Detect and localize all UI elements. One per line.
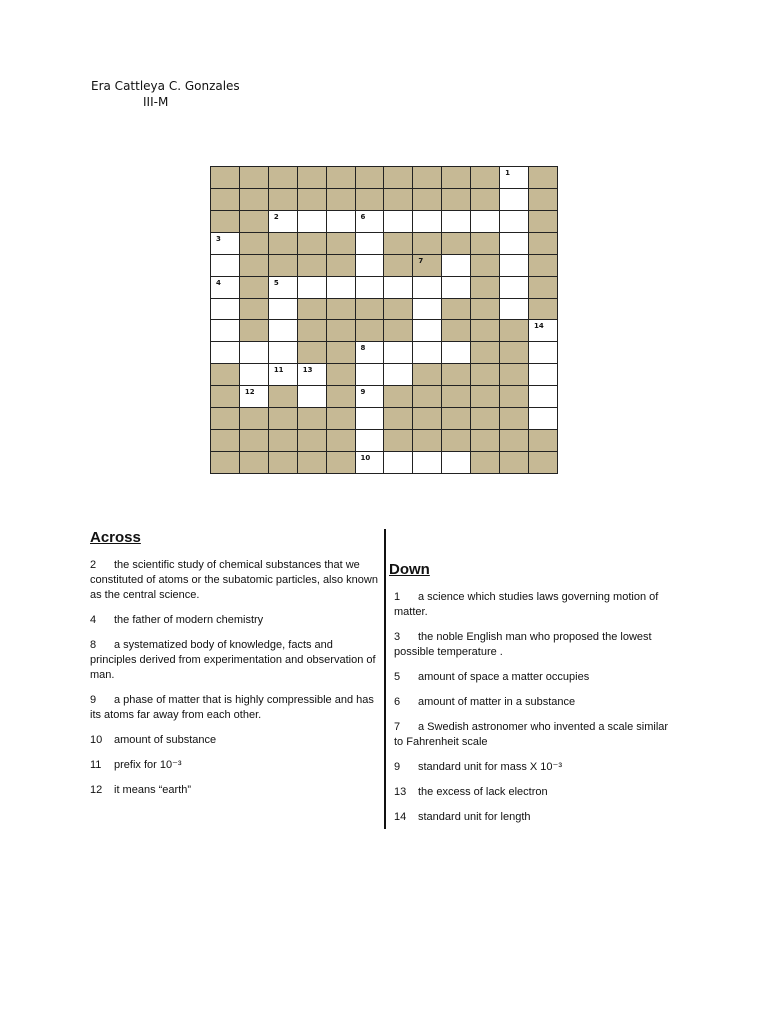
shaded-cell <box>384 320 413 342</box>
cell-number: 9 <box>360 388 366 397</box>
shaded-cell <box>413 167 442 189</box>
clue-text: amount of matter in a substance <box>418 696 576 708</box>
clue-text: standard unit for mass X 10⁻³ <box>418 761 562 773</box>
shaded-cell <box>413 408 442 430</box>
crossword-cell[interactable] <box>298 211 327 233</box>
crossword-cell[interactable] <box>211 320 240 342</box>
clue-number: 5 <box>394 671 401 683</box>
across-clue <box>90 558 380 603</box>
shaded-cell <box>471 167 500 189</box>
shaded-cell <box>298 233 327 255</box>
shaded-cell <box>384 299 413 321</box>
down-clue <box>394 810 679 825</box>
clue-number: 7 <box>394 721 401 733</box>
crossword-cell[interactable] <box>298 277 327 299</box>
shaded-cell <box>500 452 529 474</box>
shaded-cell <box>211 408 240 430</box>
shaded-cell <box>211 430 240 452</box>
shaded-cell <box>269 255 298 277</box>
shaded-cell <box>327 342 356 364</box>
clue-text: the father of modern chemistry <box>114 614 264 626</box>
crossword-cell[interactable] <box>471 211 500 233</box>
across-clue <box>90 638 380 683</box>
shaded-cell <box>529 299 558 321</box>
shaded-cell <box>327 320 356 342</box>
cell-number: 5 <box>273 278 279 287</box>
crossword-cell[interactable] <box>384 364 413 386</box>
crossword-cell[interactable] <box>384 211 413 233</box>
shaded-cell <box>500 320 529 342</box>
crossword-cell[interactable] <box>356 364 385 386</box>
clue-number: 12 <box>90 784 103 796</box>
crossword-cell[interactable] <box>529 342 558 364</box>
across-clues <box>90 529 380 808</box>
shaded-cell <box>529 167 558 189</box>
shaded-cell <box>356 299 385 321</box>
crossword-cell[interactable] <box>384 277 413 299</box>
shaded-cell <box>327 255 356 277</box>
crossword-cell[interactable] <box>413 299 442 321</box>
cell-number: 4 <box>216 278 221 287</box>
clue-text: a phase of matter that is highly compressible and has its atoms far away from each other. <box>90 694 374 721</box>
shaded-cell <box>240 452 269 474</box>
shaded-cell <box>384 167 413 189</box>
shaded-cell <box>384 255 413 277</box>
shaded-cell <box>211 452 240 474</box>
shaded-cell <box>298 167 327 189</box>
shaded-cell <box>240 277 269 299</box>
shaded-cell <box>442 233 471 255</box>
clue-number: 11 <box>90 759 102 771</box>
crossword-cell[interactable] <box>500 211 529 233</box>
crossword-cell[interactable] <box>356 233 385 255</box>
shaded-cell <box>240 320 269 342</box>
crossword-cell[interactable] <box>356 342 385 364</box>
crossword-cell[interactable] <box>240 364 269 386</box>
shaded-cell <box>298 430 327 452</box>
shaded-cell <box>298 320 327 342</box>
shaded-cell <box>298 342 327 364</box>
shaded-cell <box>356 167 385 189</box>
crossword-cell[interactable] <box>269 320 298 342</box>
clue-text: amount of space a matter occupies <box>418 671 590 683</box>
crossword-cell[interactable] <box>211 233 240 255</box>
clue-text: the scientific study of chemical substances that we constituted of atoms or the subatomic particles, also known as the central science. <box>90 559 378 601</box>
shaded-cell <box>211 211 240 233</box>
shaded-cell <box>529 277 558 299</box>
student-name: Era Cattleya C. Gonzales <box>91 79 240 93</box>
crossword-cell[interactable] <box>500 233 529 255</box>
shaded-cell <box>471 255 500 277</box>
shaded-cell <box>413 386 442 408</box>
crossword-cell[interactable] <box>384 342 413 364</box>
clue-number: 3 <box>394 631 401 643</box>
shaded-cell <box>413 233 442 255</box>
shaded-cell <box>442 364 471 386</box>
shaded-cell <box>384 233 413 255</box>
clue-number: 9 <box>90 694 97 706</box>
crossword-cell[interactable] <box>442 277 471 299</box>
shaded-cell <box>413 430 442 452</box>
crossword-cell[interactable] <box>413 277 442 299</box>
crossword-cell[interactable] <box>356 255 385 277</box>
shaded-cell <box>356 189 385 211</box>
down-clue <box>394 670 679 685</box>
crossword-cell[interactable] <box>529 364 558 386</box>
clue-text: prefix for 10⁻³ <box>114 759 182 771</box>
cell-number: 14 <box>533 322 544 331</box>
shaded-cell <box>471 430 500 452</box>
clue-number: 1 <box>394 591 401 603</box>
clue-text: a Swedish astronomer who invented a scale similar to Fahrenheit scale <box>394 721 669 748</box>
shaded-cell <box>442 189 471 211</box>
shaded-cell <box>298 189 327 211</box>
crossword-cell[interactable] <box>413 342 442 364</box>
shaded-cell <box>327 386 356 408</box>
cell-number: 7 <box>418 256 424 265</box>
crossword-cell[interactable] <box>269 211 298 233</box>
crossword-cell[interactable] <box>413 320 442 342</box>
across-clue <box>90 693 380 723</box>
shaded-cell <box>298 255 327 277</box>
shaded-cell <box>471 452 500 474</box>
shaded-cell <box>471 364 500 386</box>
shaded-cell <box>269 233 298 255</box>
shaded-cell <box>211 189 240 211</box>
clue-number: 4 <box>90 614 97 626</box>
down-clues <box>389 561 679 835</box>
shaded-cell <box>529 452 558 474</box>
crossword-cell[interactable] <box>269 342 298 364</box>
shaded-cell <box>240 211 269 233</box>
shaded-cell <box>471 233 500 255</box>
shaded-cell <box>211 167 240 189</box>
clue-number: 2 <box>90 559 97 571</box>
shaded-cell <box>240 408 269 430</box>
clue-number: 13 <box>394 786 407 798</box>
shaded-cell <box>384 408 413 430</box>
crossword-cell[interactable] <box>500 189 529 211</box>
shaded-cell <box>442 430 471 452</box>
shaded-cell <box>384 386 413 408</box>
crossword-cell[interactable] <box>356 452 385 474</box>
shaded-cell <box>442 386 471 408</box>
shaded-cell <box>442 408 471 430</box>
crossword-cell[interactable] <box>356 430 385 452</box>
shaded-cell <box>240 189 269 211</box>
shaded-cell <box>298 408 327 430</box>
shaded-cell <box>529 189 558 211</box>
shaded-cell <box>269 386 298 408</box>
shaded-cell <box>471 342 500 364</box>
crossword-cell[interactable] <box>298 364 327 386</box>
down-clue <box>394 760 679 775</box>
clue-number: 9 <box>394 761 401 773</box>
crossword-cell[interactable] <box>529 386 558 408</box>
clue-text: standard unit for length <box>418 811 531 823</box>
crossword-cell[interactable] <box>240 342 269 364</box>
shaded-cell <box>269 189 298 211</box>
down-heading: Down <box>389 561 430 578</box>
clue-text: amount of substance <box>114 734 217 746</box>
student-section: III-M <box>143 95 169 109</box>
shaded-cell <box>500 364 529 386</box>
clue-text: a systematized body of knowledge, facts and principles derived from experimentation and observation of man. <box>90 639 376 681</box>
clue-text: a science which studies laws governing motion of matter. <box>394 591 659 618</box>
shaded-cell <box>327 452 356 474</box>
crossword-cell[interactable] <box>529 408 558 430</box>
shaded-cell <box>471 299 500 321</box>
shaded-cell <box>240 233 269 255</box>
shaded-cell <box>269 452 298 474</box>
cell-number: 12 <box>244 388 255 397</box>
crossword-cell[interactable] <box>298 386 327 408</box>
shaded-cell <box>327 233 356 255</box>
shaded-cell <box>240 167 269 189</box>
shaded-cell <box>529 233 558 255</box>
crossword-cell[interactable] <box>269 299 298 321</box>
shaded-cell <box>211 386 240 408</box>
crossword-cell[interactable] <box>442 342 471 364</box>
cell-number: 6 <box>360 212 366 221</box>
shaded-cell <box>211 364 240 386</box>
crossword-cell[interactable] <box>356 211 385 233</box>
shaded-cell <box>442 299 471 321</box>
shaded-cell <box>442 320 471 342</box>
shaded-cell <box>471 408 500 430</box>
crossword-cell[interactable] <box>500 167 529 189</box>
shaded-cell <box>413 364 442 386</box>
crossword-cell[interactable] <box>240 386 269 408</box>
crossword-cell[interactable] <box>269 277 298 299</box>
clue-text: the noble English man who proposed the lowest possible temperature . <box>394 631 652 658</box>
crossword-cell[interactable] <box>211 342 240 364</box>
crossword-cell[interactable] <box>500 299 529 321</box>
clue-text: the excess of lack electron <box>418 786 548 798</box>
shaded-cell <box>413 189 442 211</box>
crossword-cell[interactable] <box>269 364 298 386</box>
shaded-cell <box>413 255 442 277</box>
shaded-cell <box>327 299 356 321</box>
shaded-cell <box>240 299 269 321</box>
shaded-cell <box>471 320 500 342</box>
crossword-cell[interactable] <box>356 277 385 299</box>
cell-number: 10 <box>360 453 371 462</box>
shaded-cell <box>529 255 558 277</box>
crossword-cell[interactable] <box>356 386 385 408</box>
crossword-cell[interactable] <box>413 452 442 474</box>
down-clue <box>394 785 679 800</box>
cell-number: 1 <box>505 169 510 177</box>
column-divider <box>384 529 386 829</box>
down-clue <box>394 590 679 620</box>
shaded-cell <box>471 386 500 408</box>
crossword-cell[interactable] <box>327 277 356 299</box>
cell-number: 2 <box>273 212 279 221</box>
across-clue <box>90 613 380 628</box>
crossword-cell[interactable] <box>529 320 558 342</box>
shaded-cell <box>384 189 413 211</box>
cell-number: 11 <box>273 366 284 375</box>
crossword-cell[interactable] <box>442 255 471 277</box>
shaded-cell <box>240 430 269 452</box>
crossword-cell[interactable] <box>500 277 529 299</box>
clue-number: 14 <box>394 811 407 823</box>
crossword-cell[interactable] <box>211 299 240 321</box>
clue-number: 8 <box>90 639 97 651</box>
crossword-cell[interactable] <box>327 211 356 233</box>
across-clue <box>90 733 380 748</box>
cell-number: 3 <box>216 234 221 243</box>
shaded-cell <box>529 211 558 233</box>
crossword-cell[interactable] <box>413 211 442 233</box>
shaded-cell <box>471 189 500 211</box>
shaded-cell <box>298 452 327 474</box>
crossword-cell[interactable] <box>211 255 240 277</box>
shaded-cell <box>298 299 327 321</box>
down-clue <box>394 630 679 660</box>
shaded-cell <box>269 408 298 430</box>
shaded-cell <box>269 167 298 189</box>
shaded-cell <box>500 408 529 430</box>
crossword-cell[interactable] <box>356 408 385 430</box>
down-clue <box>394 720 679 750</box>
shaded-cell <box>327 189 356 211</box>
shaded-cell <box>442 167 471 189</box>
shaded-cell <box>500 430 529 452</box>
shaded-cell <box>327 408 356 430</box>
shaded-cell <box>327 167 356 189</box>
crossword-cell[interactable] <box>442 452 471 474</box>
across-heading: Across <box>90 529 141 546</box>
crossword-cell[interactable] <box>500 255 529 277</box>
crossword-cell[interactable] <box>384 452 413 474</box>
down-clue <box>394 695 679 710</box>
crossword-cell[interactable] <box>211 277 240 299</box>
crossword-grid <box>210 166 558 474</box>
shaded-cell <box>327 430 356 452</box>
clue-number: 10 <box>90 734 103 746</box>
shaded-cell <box>356 320 385 342</box>
shaded-cell <box>471 277 500 299</box>
shaded-cell <box>269 430 298 452</box>
across-clue <box>90 783 380 798</box>
across-clue <box>90 758 380 773</box>
crossword-cell[interactable] <box>442 211 471 233</box>
shaded-cell <box>500 386 529 408</box>
shaded-cell <box>500 342 529 364</box>
shaded-cell <box>384 430 413 452</box>
shaded-cell <box>327 364 356 386</box>
cell-number: 13 <box>302 366 313 375</box>
shaded-cell <box>240 255 269 277</box>
cell-number: 8 <box>360 344 366 353</box>
shaded-cell <box>529 430 558 452</box>
clue-text: it means “earth” <box>114 784 192 796</box>
clue-number: 6 <box>394 696 401 708</box>
